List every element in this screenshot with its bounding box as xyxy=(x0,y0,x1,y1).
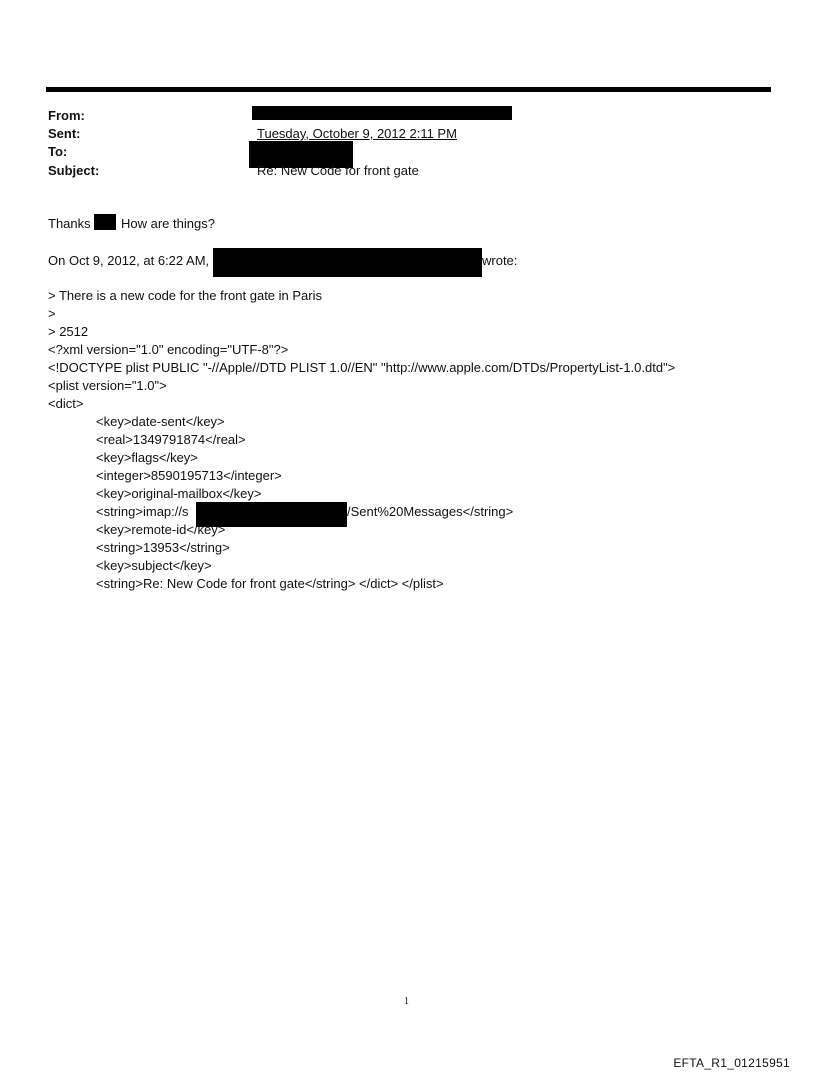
name-redaction xyxy=(94,214,116,230)
dict-line: <key>flags</key> xyxy=(96,450,198,465)
dict-line: <key>original-mailbox</key> xyxy=(96,486,262,501)
thanks-prefix: Thanks xyxy=(48,216,91,231)
sender-redaction xyxy=(213,248,482,277)
page-number: 1 xyxy=(404,996,409,1007)
dict-line: <integer>8590195713</integer> xyxy=(96,468,282,483)
quoted-line: > 2512 xyxy=(48,324,89,339)
sent-label: Sent: xyxy=(48,126,81,141)
mailbox-prefix: <string>imap://s xyxy=(96,504,189,519)
dict-line: <string>Re: New Code for front gate</string> </dict> </plist> xyxy=(96,576,444,591)
xml-line: <!DOCTYPE plist PUBLIC "-//Apple//DTD PLIST 1.0//EN" "http://www.apple.com/DTDs/PropertyList-1.0.dtd"> xyxy=(48,360,676,375)
quoted-line: > There is a new code for the front gate in Paris xyxy=(48,288,322,303)
dict-line: <key>remote-id</key> xyxy=(96,522,226,537)
sent-value: Tuesday, October 9, 2012 2:11 PM xyxy=(257,126,457,141)
dict-line: <string>13953</string> xyxy=(96,540,230,555)
xml-line: <plist version="1.0"> xyxy=(48,378,167,393)
from-label: From: xyxy=(48,108,85,123)
subject-label: Subject: xyxy=(48,163,100,178)
subject-value: Re: New Code for front gate xyxy=(257,163,419,178)
header-rule xyxy=(46,87,771,92)
document-id: EFTA_R1_01215951 xyxy=(673,1056,790,1070)
from-redaction xyxy=(252,106,512,120)
quote-intro-prefix: On Oct 9, 2012, at 6:22 AM, xyxy=(48,253,210,268)
dict-line: <key>subject</key> xyxy=(96,558,212,573)
xml-line: <?xml version="1.0" encoding="UTF-8"?> xyxy=(48,342,289,357)
xml-line: <dict> xyxy=(48,396,84,411)
thanks-suffix: How are things? xyxy=(121,216,215,231)
quoted-line: > xyxy=(48,306,56,321)
dict-line: <key>date-sent</key> xyxy=(96,414,225,429)
dict-line: <real>1349791874</real> xyxy=(96,432,246,447)
to-label: To: xyxy=(48,144,68,159)
quote-intro-suffix: wrote: xyxy=(482,253,518,268)
mailbox-suffix: /Sent%20Messages</string> xyxy=(347,504,514,519)
